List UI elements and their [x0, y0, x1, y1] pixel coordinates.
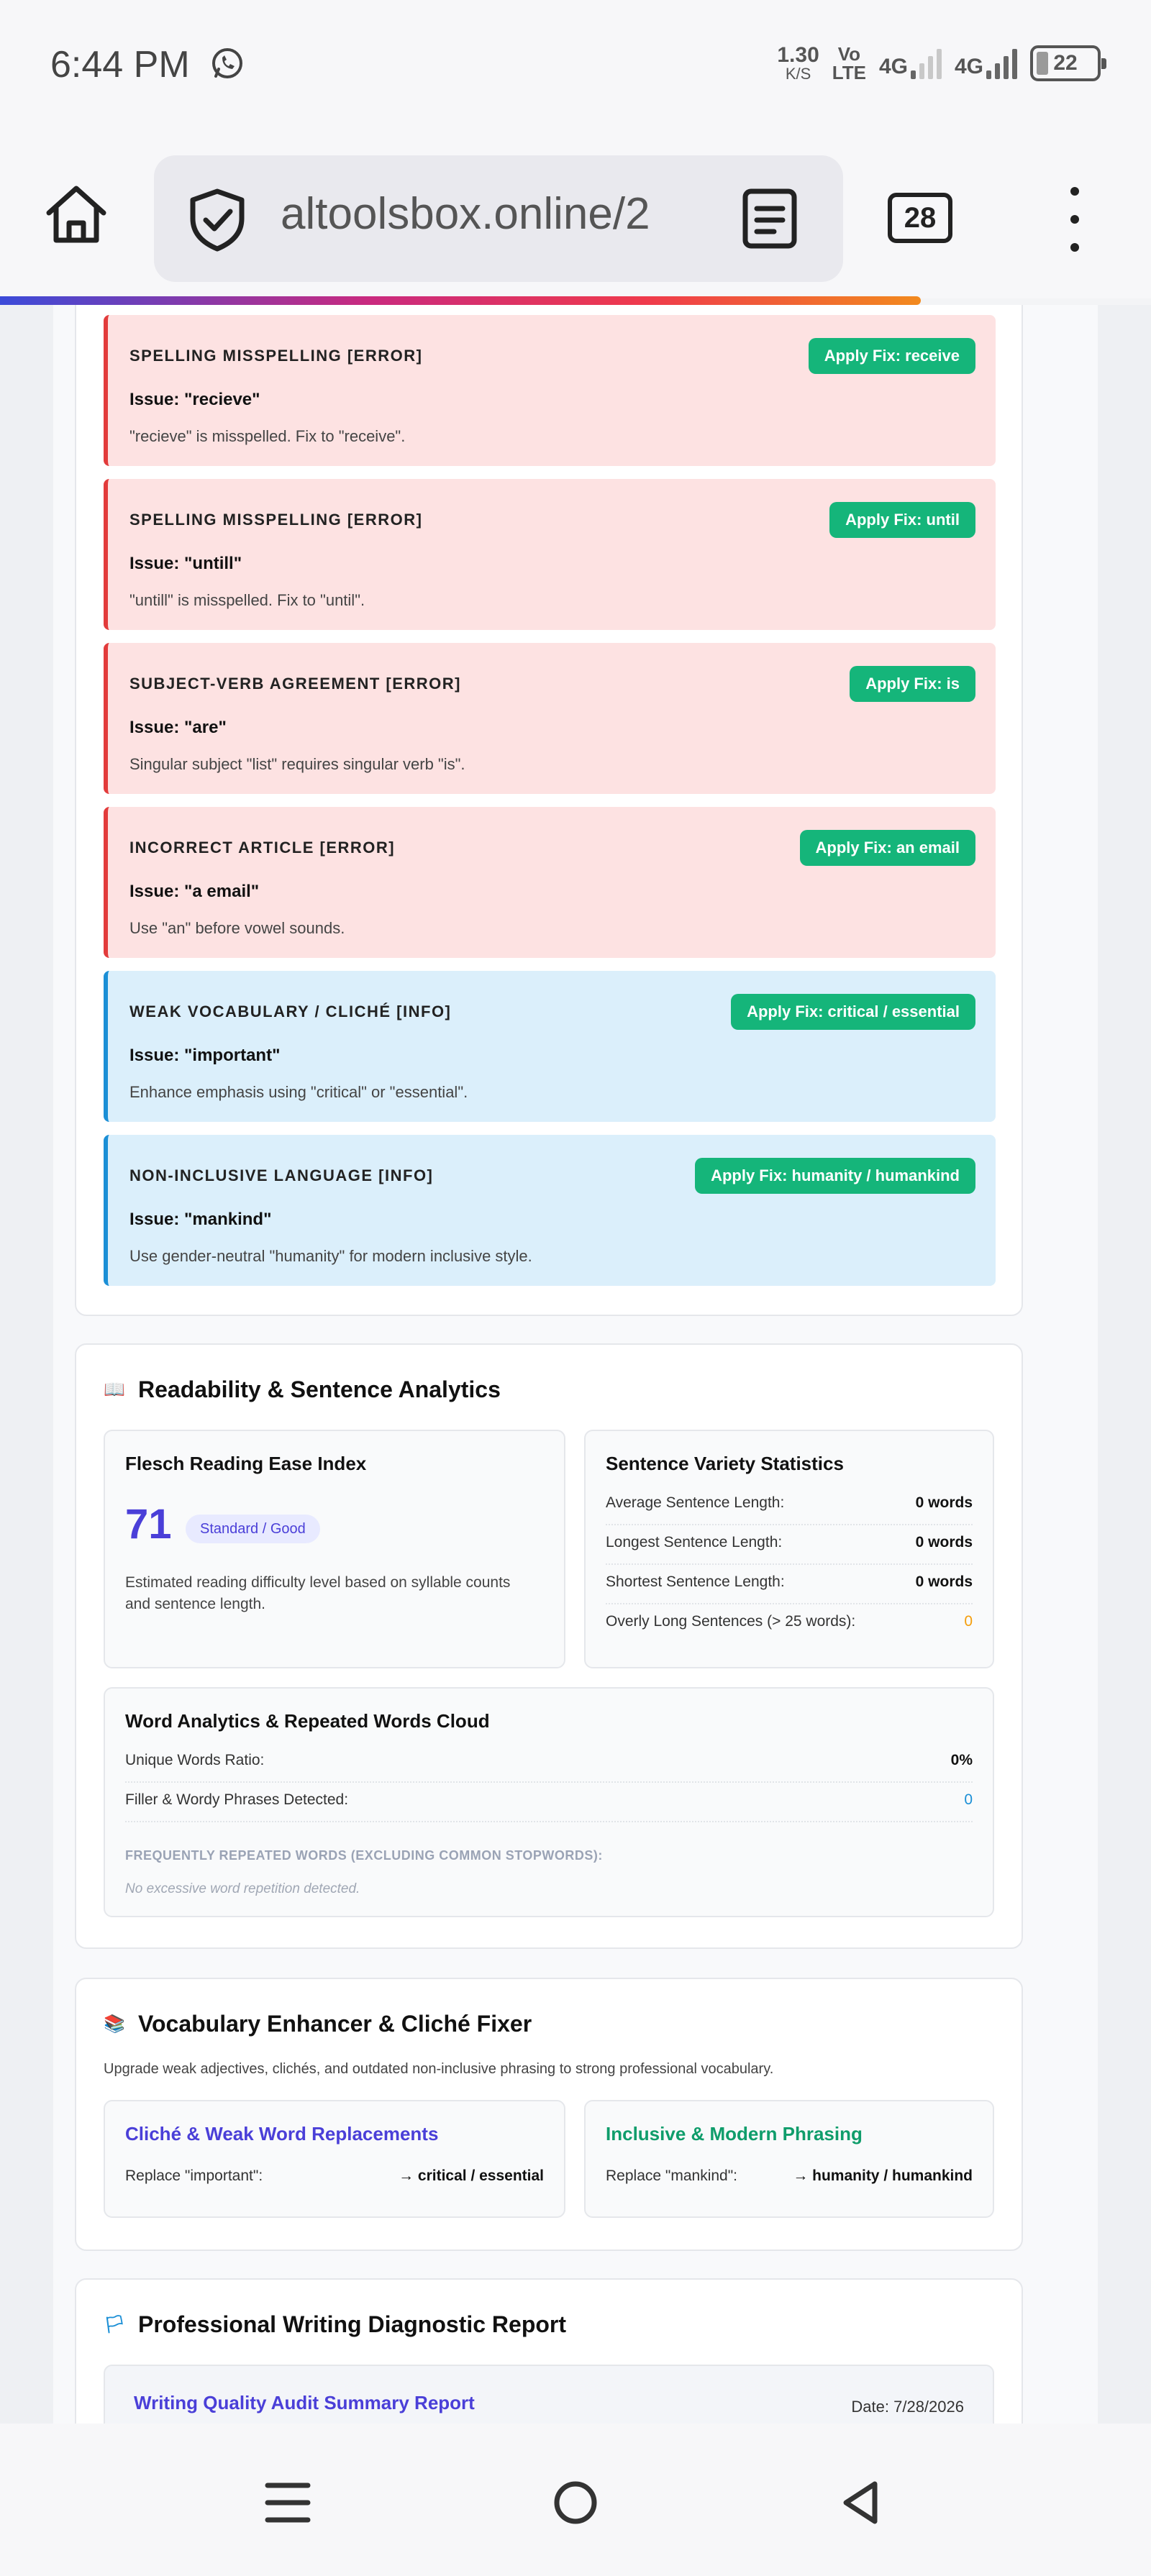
repeated-words-empty: No excessive word repetition detected.	[125, 1881, 360, 1896]
browser-toolbar	[0, 137, 1151, 298]
issue-title: NON-INCLUSIVE LANGUAGE [INFO]	[129, 1166, 434, 1184]
report-title: 🏳 Professional Writing Diagnostic Report	[104, 2311, 567, 2337]
stat-row: Average Sentence Length: 0 words	[606, 1486, 973, 1525]
issue-item	[104, 479, 996, 630]
shield-check-icon[interactable]	[186, 187, 249, 253]
signal-bars-icon	[911, 47, 942, 79]
book-icon: 📖	[104, 1380, 125, 1399]
flag-icon: 🏳	[104, 2315, 126, 2334]
apply-fix-button[interactable]: Apply Fix: an email	[800, 830, 976, 866]
address-bar[interactable]	[154, 155, 843, 282]
home-icon[interactable]	[42, 180, 111, 249]
stat-row: Longest Sentence Length: 0 words	[606, 1525, 973, 1565]
issue-label: Issue: "a email"	[129, 882, 260, 901]
issue-description: "recieve" is misspelled. Fix to "receive".	[129, 427, 406, 445]
stat-row: Unique Words Ratio: 0%	[125, 1743, 973, 1783]
flesch-title: Flesch Reading Ease Index	[125, 1453, 367, 1474]
word-analytics-box	[104, 1687, 994, 1917]
status-indicators	[777, 40, 1101, 86]
system-nav-bar	[0, 2424, 1151, 2576]
repeated-words-heading: FREQUENTLY REPEATED WORDS (EXCLUDING COMMON STOPWORDS):	[125, 1848, 603, 1863]
issue-title: SPELLING MISSPELLING [ERROR]	[129, 347, 423, 365]
stat-row: Shortest Sentence Length: 0 words	[606, 1565, 973, 1604]
back-icon[interactable]	[839, 2480, 885, 2526]
issue-title: SPELLING MISSPELLING [ERROR]	[129, 511, 423, 529]
issue-item	[104, 315, 996, 466]
issue-description: Singular subject "list" requires singular verb "is".	[129, 755, 465, 773]
report-date: Date: 7/28/2026	[851, 2398, 964, 2416]
issue-description: "untill" is misspelled. Fix to "until".	[129, 591, 365, 609]
flesch-note: Estimated reading difficulty level based on syllable counts and sentence length.	[125, 1574, 511, 1612]
page-load-progress	[0, 296, 921, 305]
word-analytics-title: Word Analytics & Repeated Words Cloud	[125, 1710, 490, 1732]
apply-fix-button[interactable]: Apply Fix: critical / essential	[731, 994, 975, 1030]
issue-title: INCORRECT ARTICLE [ERROR]	[129, 839, 396, 857]
overflow-menu-icon[interactable]	[1060, 187, 1089, 252]
issue-label: Issue: "untill"	[129, 554, 242, 573]
vocabulary-subtitle: Upgrade weak adjectives, clichés, and outdated non-inclusive phrasing to strong professional vocabulary.	[104, 2061, 774, 2077]
inclusive-title: Inclusive & Modern Phrasing	[606, 2123, 863, 2145]
flesch-box	[104, 1430, 565, 1668]
vocabulary-title: 📚 Vocabulary Enhancer & Cliché Fixer	[104, 2011, 532, 2037]
apply-fix-button[interactable]: Apply Fix: humanity / humankind	[695, 1158, 975, 1194]
apply-fix-button[interactable]: Apply Fix: is	[850, 666, 975, 702]
issue-item	[104, 807, 996, 958]
volte-indicator: Vo LTE	[832, 43, 866, 83]
report-summary-box	[104, 2365, 994, 2424]
issue-label: Issue: "recieve"	[129, 390, 260, 409]
status-bar	[0, 0, 1151, 137]
signal-sim1: 4G	[879, 47, 942, 79]
status-time: 6:44 PM	[50, 44, 190, 86]
variety-title: Sentence Variety Statistics	[606, 1453, 844, 1474]
issue-label: Issue: "important"	[129, 1046, 281, 1065]
issue-description: Use "an" before vowel sounds.	[129, 919, 345, 937]
stat-row: Overly Long Sentences (> 25 words): 0	[606, 1613, 973, 1630]
inclusive-box	[584, 2100, 994, 2218]
whatsapp-icon	[210, 46, 245, 81]
issue-title: SUBJECT-VERB AGREEMENT [ERROR]	[129, 675, 461, 693]
tab-count-button[interactable]: 28	[888, 193, 952, 243]
issue-description: Use gender-neutral "humanity" for modern inclusive style.	[129, 1247, 532, 1265]
stat-row: Replace "mankind": → humanity / humankind	[606, 2168, 973, 2184]
books-icon: 📚	[104, 2014, 125, 2034]
issue-item	[104, 643, 996, 794]
stat-row: Replace "important": → critical / essential	[125, 2168, 544, 2184]
network-speed: 1.30 K/S	[777, 43, 819, 83]
readability-title: 📖 Readability & Sentence Analytics	[104, 1376, 501, 1402]
cliche-box	[104, 2100, 565, 2218]
url-text[interactable]: altoolsbox.online/2	[281, 189, 650, 239]
battery-icon: 22	[1030, 45, 1101, 81]
issue-description: Enhance emphasis using "critical" or "essential".	[129, 1083, 468, 1101]
home-circle-icon[interactable]	[552, 2480, 599, 2526]
stat-row: Filler & Wordy Phrases Detected: 0	[125, 1783, 973, 1822]
apply-fix-button[interactable]: Apply Fix: until	[829, 502, 975, 538]
signal-sim2: 4G	[955, 47, 1017, 79]
issue-label: Issue: "mankind"	[129, 1210, 272, 1229]
reader-mode-icon[interactable]	[741, 187, 799, 250]
signal-bars-icon	[986, 47, 1017, 79]
flesch-score: 71	[125, 1501, 172, 1548]
recents-icon[interactable]	[265, 2480, 311, 2526]
web-content	[0, 305, 1151, 2424]
status-badge: Standard / Good	[186, 1515, 320, 1543]
issue-title: WEAK VOCABULARY / CLICHÉ [INFO]	[129, 1002, 452, 1020]
report-summary-title[interactable]: Writing Quality Audit Summary Report	[134, 2392, 475, 2413]
issue-item	[104, 1135, 996, 1286]
cliche-title: Cliché & Weak Word Replacements	[125, 2123, 439, 2145]
issue-item	[104, 971, 996, 1122]
apply-fix-button[interactable]: Apply Fix: receive	[809, 338, 975, 374]
sentence-variety-box	[584, 1430, 994, 1668]
issue-label: Issue: "are"	[129, 718, 227, 737]
